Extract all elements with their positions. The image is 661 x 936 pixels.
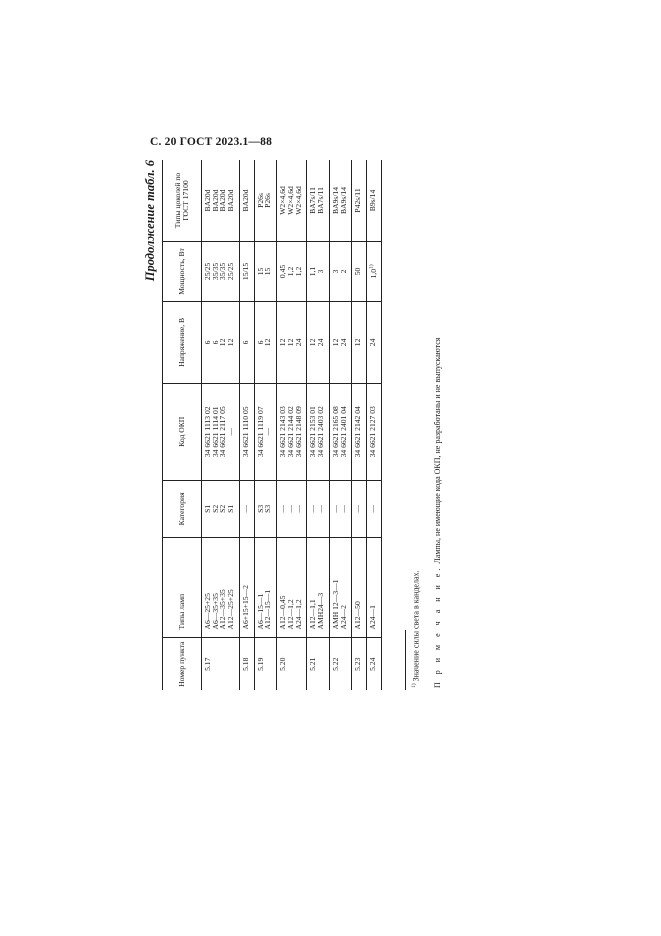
cell-category-line: — — [240, 505, 250, 513]
cell-base-types-line: BA7s/11 — [308, 187, 318, 214]
cell-base-types — [277, 160, 307, 241]
cell-number-line: 5.21 — [308, 657, 318, 671]
cell-base-types-line: P26s — [255, 193, 265, 208]
cell-lamp-types — [254, 538, 276, 638]
cell-category-line: — — [353, 505, 363, 513]
cell-lamp-types-line: А6—35+35 — [210, 593, 220, 630]
cell-power-line: 15 — [255, 267, 265, 276]
cell-voltage-line: 24 — [338, 338, 348, 347]
cell-power-line: 1,2 — [293, 266, 303, 277]
cell-okp-code-line: 34 6621 1110 05 — [240, 406, 250, 458]
cell-base-types-line: BA9s/14 — [330, 186, 340, 214]
col-header-voltage: Напряжение, В — [163, 301, 202, 383]
cell-base-types-line: W2×4,6d — [293, 186, 303, 215]
cell-voltage — [329, 301, 351, 383]
cell-power-line: 1,0$^{1)}$ — [368, 264, 378, 279]
cell-power — [202, 241, 240, 301]
cell-category-line: — — [278, 505, 288, 513]
cell-lamp-types-line: А6—25+25 — [203, 593, 212, 630]
cell-number — [239, 638, 254, 690]
cell-okp-code — [239, 383, 254, 480]
footnote-text: Значение силы света в канделах. — [411, 570, 421, 682]
cell-lamp-types-line: А24—2 — [338, 605, 348, 630]
table-row — [254, 160, 276, 690]
cell-power — [352, 241, 367, 301]
cell-number-line: 5.20 — [278, 657, 288, 671]
table-row — [329, 160, 351, 690]
cell-number-line: 5.17 — [203, 657, 212, 671]
cell-power-line: 0,45 — [278, 264, 288, 279]
cell-category — [367, 480, 382, 538]
cell-category — [352, 480, 367, 538]
cell-category-line: S1 — [203, 504, 212, 513]
cell-voltage-line: 24 — [293, 338, 303, 347]
footnote-mark: 1) — [411, 683, 417, 688]
cell-category-line: — — [316, 505, 326, 513]
cell-voltage-line: 6 — [210, 340, 220, 345]
cell-voltage — [352, 301, 367, 383]
cell-okp-code-line: 34 6621 2143 03 — [278, 406, 288, 458]
cell-okp-code-line: 34 6621 1113 02 — [203, 406, 212, 458]
cell-number — [367, 638, 382, 690]
cell-voltage — [367, 301, 382, 383]
cell-voltage-line: 6 — [203, 340, 212, 345]
cell-voltage-line: 12 — [308, 338, 318, 347]
cell-power-line: 25/25 — [203, 262, 212, 281]
cell-voltage-line: 12 — [226, 338, 236, 347]
cell-lamp-types-line: А12—1,1 — [308, 599, 318, 630]
cell-category-line: S2 — [218, 504, 228, 513]
cell-category-line: S1 — [226, 504, 236, 513]
cell-okp-code — [307, 383, 329, 480]
cell-number — [307, 638, 329, 690]
cell-category-line: — — [285, 505, 295, 513]
cell-power-line: 2 — [338, 269, 348, 274]
cell-voltage-line: 12 — [278, 338, 288, 347]
table-row — [352, 160, 367, 690]
footnote-divider — [405, 630, 406, 690]
cell-power-line: 15/15 — [240, 262, 250, 281]
cell-base-types-line: B9s/14 — [368, 189, 378, 212]
cell-number — [352, 638, 367, 690]
cell-lamp-types-line: А12—1,2 — [285, 599, 295, 630]
cell-power-line: 25/25 — [226, 262, 236, 281]
cell-voltage-line: 12 — [263, 338, 273, 347]
cell-base-types-line: BA20d — [210, 189, 220, 212]
cell-okp-code — [202, 383, 240, 480]
cell-category-line: — — [330, 505, 340, 513]
lamp-table — [162, 160, 382, 690]
cell-okp-code-line: 34 6621 2153 01 — [308, 406, 318, 458]
table-header-row — [163, 160, 202, 690]
col-header-category: Категория — [163, 480, 202, 538]
col-header-number: Номер пункта — [163, 638, 202, 690]
cell-power — [367, 241, 382, 301]
cell-category-line: — — [368, 505, 378, 513]
cell-power-line: 3 — [330, 269, 340, 274]
cell-power-line: 35/35 — [210, 262, 220, 281]
cell-base-types — [367, 160, 382, 241]
table-row — [202, 160, 240, 690]
cell-lamp-types-line: А6+15+15—2 — [240, 585, 250, 630]
cell-lamp-types — [307, 538, 329, 638]
cell-number-line: 5.22 — [330, 657, 340, 671]
cell-number-line: 5.19 — [255, 657, 265, 671]
cell-voltage-line: 24 — [368, 338, 378, 347]
cell-voltage-line: 12 — [330, 338, 340, 347]
cell-number-line: 5.18 — [240, 657, 250, 671]
cell-lamp-types — [352, 538, 367, 638]
cell-lamp-types-line: АМН 12—3—1 — [330, 579, 340, 630]
col-header-base-types: Типы цоколей по ГОСТ 17100 — [163, 160, 202, 241]
table-row — [367, 160, 382, 690]
cell-okp-code — [352, 383, 367, 480]
cell-power — [254, 241, 276, 301]
cell-lamp-types — [277, 538, 307, 638]
rotated-table-block — [143, 160, 483, 690]
cell-number — [202, 638, 240, 690]
cell-okp-code-line: 34 6621 2148 09 — [293, 406, 303, 458]
cell-base-types — [352, 160, 367, 241]
cell-lamp-types — [367, 538, 382, 638]
cell-category — [202, 480, 240, 538]
table-row — [277, 160, 307, 690]
cell-voltage-line: 12 — [285, 338, 295, 347]
cell-category — [239, 480, 254, 538]
cell-power — [329, 241, 351, 301]
cell-base-types-line: BA20d — [218, 189, 228, 212]
cell-category-line: S2 — [210, 504, 220, 513]
cell-lamp-types — [329, 538, 351, 638]
cell-category — [307, 480, 329, 538]
cell-lamp-types-line: А12—25+25 — [226, 589, 236, 630]
cell-okp-code — [367, 383, 382, 480]
cell-voltage-line: 6 — [255, 340, 265, 345]
cell-lamp-types-line: А24—1 — [368, 605, 378, 630]
cell-base-types — [239, 160, 254, 241]
cell-category-line: — — [293, 505, 303, 513]
cell-power-line: 1,2 — [285, 266, 295, 277]
cell-power — [277, 241, 307, 301]
table-row — [239, 160, 254, 690]
cell-voltage — [307, 301, 329, 383]
cell-voltage-line: 12 — [353, 338, 363, 347]
table-note — [433, 338, 442, 688]
cell-base-types-line: BA20d — [240, 189, 250, 212]
cell-okp-code — [277, 383, 307, 480]
cell-base-types-line: P26s — [263, 193, 273, 208]
cell-okp-code-line: — — [263, 427, 273, 436]
col-header-okp-code: Код ОКП — [163, 383, 202, 480]
cell-number — [254, 638, 276, 690]
cell-lamp-types — [239, 538, 254, 638]
cell-voltage-line: 6 — [240, 340, 250, 345]
cell-okp-code-line: 34 6621 2142 04 — [353, 406, 363, 458]
cell-lamp-types-line: А12—50 — [353, 601, 363, 630]
cell-category-line: — — [308, 505, 318, 513]
cell-category — [254, 480, 276, 538]
cell-okp-code — [254, 383, 276, 480]
cell-okp-code-line: 34 6621 1114 01 — [210, 406, 220, 458]
page-header: С. 20 ГОСТ 2023.1—88 — [150, 136, 273, 148]
table-continuation-title: Продолжение табл. 6 — [143, 160, 157, 282]
cell-lamp-types-line: А12—35+35 — [218, 589, 228, 630]
cell-number — [329, 638, 351, 690]
cell-okp-code — [329, 383, 351, 480]
cell-lamp-types-line: АМН24—3 — [316, 592, 326, 630]
cell-category — [329, 480, 351, 538]
cell-lamp-types — [202, 538, 240, 638]
cell-power — [239, 241, 254, 301]
col-header-lamp-types: Типы ламп — [163, 538, 202, 638]
cell-power — [307, 241, 329, 301]
cell-okp-code-line: — — [226, 427, 236, 436]
note-label: П р и м е ч а н и е. — [433, 565, 442, 688]
cell-lamp-types-line: А12—15—1 — [263, 589, 273, 630]
cell-category-line: — — [338, 505, 348, 513]
cell-base-types — [202, 160, 240, 241]
cell-category — [277, 480, 307, 538]
cell-voltage — [254, 301, 276, 383]
cell-okp-code-line: 34 6621 2401 04 — [338, 406, 348, 458]
cell-power-line: 35/35 — [218, 262, 228, 281]
cell-base-types — [254, 160, 276, 241]
note-text: Лампы, не имеющие кода ОКП, не разработаны и не выпускаются — [433, 337, 442, 564]
cell-number — [277, 638, 307, 690]
cell-power-line: 15 — [263, 267, 273, 276]
cell-number-line: 5.23 — [353, 657, 363, 671]
cell-okp-code-line: 34 6621 2403 02 — [316, 406, 326, 458]
cell-lamp-types-line: А6—15—1 — [255, 593, 265, 630]
cell-voltage-line: 12 — [218, 338, 228, 347]
cell-power-line: 3 — [316, 269, 326, 274]
cell-base-types-line: BA20d — [203, 189, 212, 212]
cell-lamp-types-line: А12—0,45 — [278, 595, 288, 630]
col-header-power: Мощность, Вт — [163, 241, 202, 301]
cell-base-types-line: P42s/11 — [353, 188, 363, 213]
cell-base-types-line: BA20d — [226, 189, 236, 212]
cell-base-types-line: W2×4,6d — [285, 186, 295, 215]
cell-okp-code-line: 34 6621 2165 08 — [330, 406, 340, 458]
power-footnote-mark: 1) — [368, 264, 375, 269]
cell-base-types — [307, 160, 329, 241]
cell-power-line: 50 — [353, 267, 363, 276]
cell-okp-code-line: 34 6621 2117 05 — [218, 406, 228, 458]
cell-power-line: 1,1 — [308, 266, 318, 277]
footnote — [411, 570, 421, 688]
cell-okp-code-line: 34 6621 2127 03 — [368, 406, 378, 458]
cell-base-types-line: BA7s/11 — [316, 187, 326, 214]
cell-base-types-line: BA9s/14 — [338, 186, 348, 214]
cell-base-types — [329, 160, 351, 241]
cell-voltage — [277, 301, 307, 383]
cell-okp-code-line: 34 6621 1119 07 — [255, 406, 265, 458]
cell-voltage-line: 24 — [316, 338, 326, 347]
cell-voltage — [202, 301, 240, 383]
cell-base-types-line: W2×4,6d — [278, 186, 288, 215]
cell-category-line: S3 — [263, 504, 273, 513]
cell-voltage — [239, 301, 254, 383]
cell-okp-code-line: 34 6621 2144 02 — [285, 406, 295, 458]
table-body — [202, 160, 382, 690]
cell-number-line: 5.24 — [368, 657, 378, 671]
table-row — [307, 160, 329, 690]
cell-lamp-types-line: А24—1,2 — [293, 599, 303, 630]
cell-category-line: S3 — [255, 504, 265, 513]
